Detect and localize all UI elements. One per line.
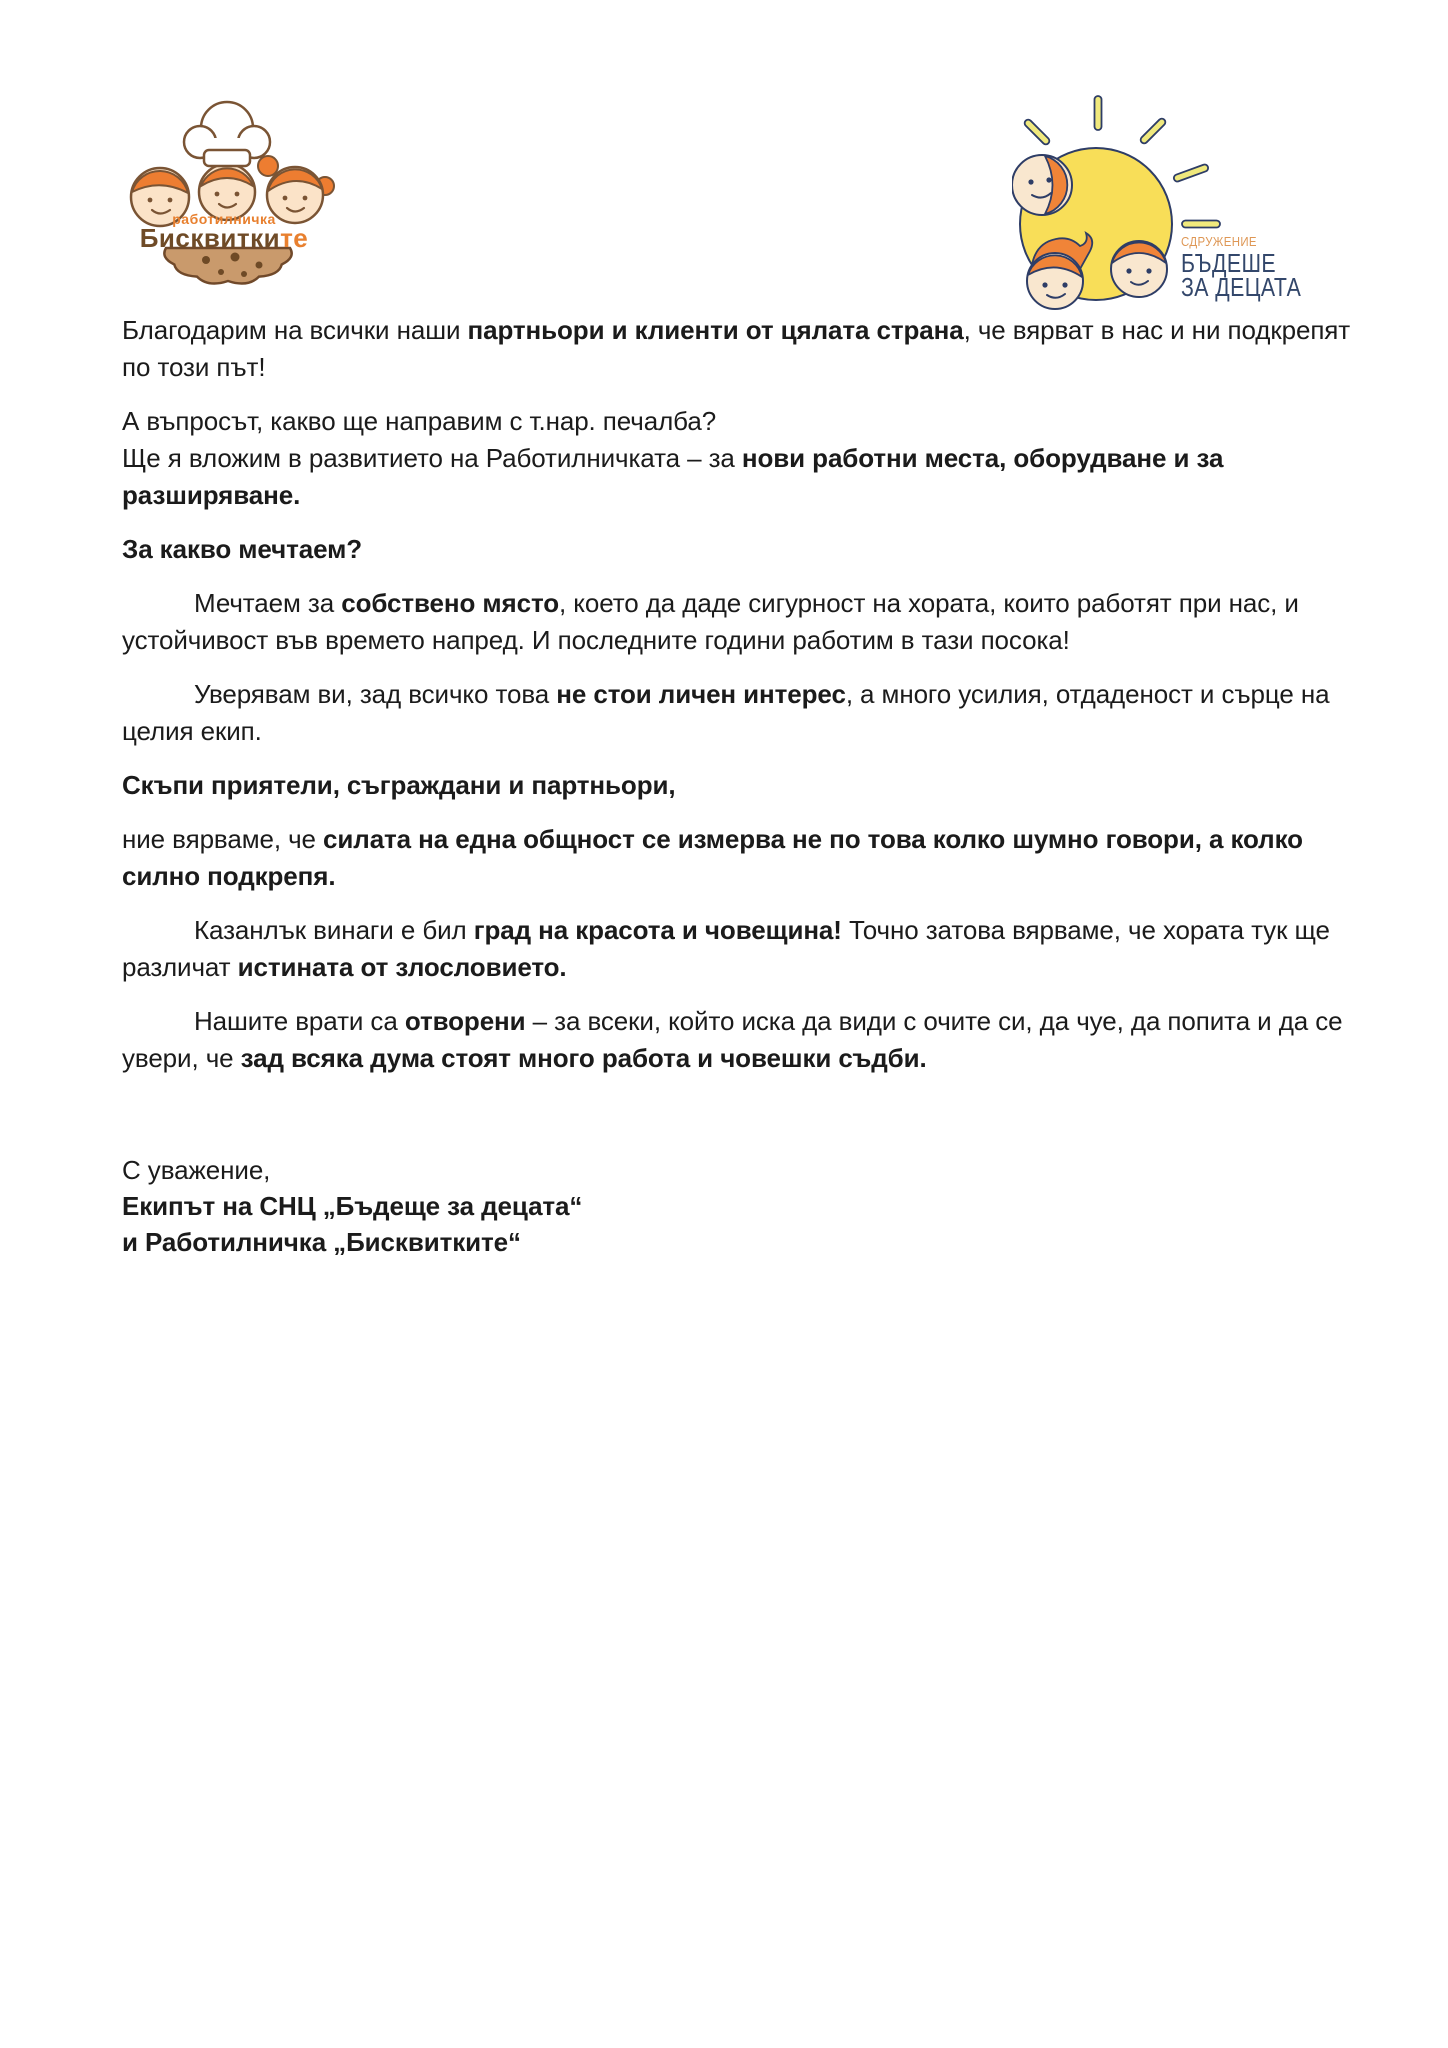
text-run: Казанлък винаги е бил: [194, 915, 474, 945]
text-run-bold: истината от злословието.: [237, 952, 567, 982]
text-run-bold: град на красота и човещина!: [473, 915, 842, 945]
paragraph-dream: [122, 585, 1367, 659]
future-for-children-logo: [1012, 93, 1302, 315]
signature-regards: С уважение,: [122, 1155, 271, 1185]
text-run: А въпросът, какво ще направим с т.нар. печалба?: [122, 406, 717, 436]
text-run: , че вярват в нас и ни подкрепят по този път!: [122, 315, 1351, 382]
workshop-title-main: Бисквитки: [139, 223, 281, 253]
biskvitkite-logo: [128, 100, 338, 295]
text-run-bold: Скъпи приятели, съграждани и партньори,: [122, 770, 676, 800]
association-name-line1: БЪДЕШЕ: [1181, 248, 1277, 278]
workshop-title-suffix: те: [280, 223, 309, 253]
signature-workshop: и Работилничка „Бисквитките“: [122, 1227, 521, 1257]
text-run: , а много усилия, отдаденост и сърце на целия екип.: [122, 679, 1330, 746]
text-run-bold: зад всяка дума стоят много работа и човешки съдби.: [240, 1043, 927, 1073]
chef-hat-icon: [184, 102, 270, 166]
text-run: ние вярваме, че: [122, 824, 324, 854]
text-run: Точно затова вярваме, че хората тук ще различат: [122, 915, 1330, 982]
text-run: Уверявам ви, зад всичко това: [194, 679, 557, 709]
signature-team: Екипът на СНЦ „Бъдеще за децата“: [122, 1191, 583, 1221]
text-run-bold: не стои личен интерес: [556, 679, 846, 709]
text-run-bold: нови работни места, оборудване и за разширяване.: [122, 443, 1224, 510]
text-run: – за всеки, който иска да види с очите си, да чуе, да попита и да се увери, че: [122, 1006, 1343, 1073]
paragraph-kazanlak: [122, 912, 1367, 986]
child-face-bottom-right-icon: [1111, 241, 1167, 297]
association-name-line2: ЗА ДЕЦАТА: [1181, 272, 1302, 302]
cookie-icon: [164, 248, 291, 284]
text-run: Мечтаем за: [194, 588, 342, 618]
association-type-label: СДРУЖЕНИЕ: [1181, 234, 1257, 249]
paragraph-dear-friends: [122, 767, 1367, 804]
letter-body: [122, 312, 1367, 1260]
text-run-bold: За какво мечтаем?: [122, 534, 363, 564]
text-run: , което да даде сигурност на хората, които работят при нас, и устойчивост във времето напред. И последните години работим в тази посока!: [122, 588, 1299, 655]
signature-block: [122, 1152, 1367, 1260]
text-run-bold: силата на една общност се измерва не по това колко шумно говори, а колко силно подкрепя.: [122, 824, 1303, 891]
paragraph-dream-heading: [122, 531, 1367, 568]
paragraph-community: [122, 821, 1367, 895]
text-run: Нашите врати са: [194, 1006, 405, 1036]
child-face-top-left-icon: [1012, 155, 1072, 215]
text-run-bold: собствено място: [341, 588, 560, 618]
text-run-bold: партньори и клиенти от цялата страна: [467, 315, 964, 345]
text-run: Благодарим на всички наши: [122, 315, 468, 345]
paragraph-open-doors: [122, 1003, 1367, 1077]
paragraph-profit: [122, 403, 1367, 514]
paragraph-thanks: [122, 312, 1367, 386]
workshop-title: [128, 223, 320, 253]
workshop-subtitle: работилничка: [172, 211, 276, 227]
paragraph-assure: [122, 676, 1367, 750]
text-run-bold: отворени: [404, 1006, 526, 1036]
biskvitkite-logo-art: [128, 100, 338, 290]
text-run: Ще я вложим в развитието на Работилничката – за: [122, 443, 742, 473]
